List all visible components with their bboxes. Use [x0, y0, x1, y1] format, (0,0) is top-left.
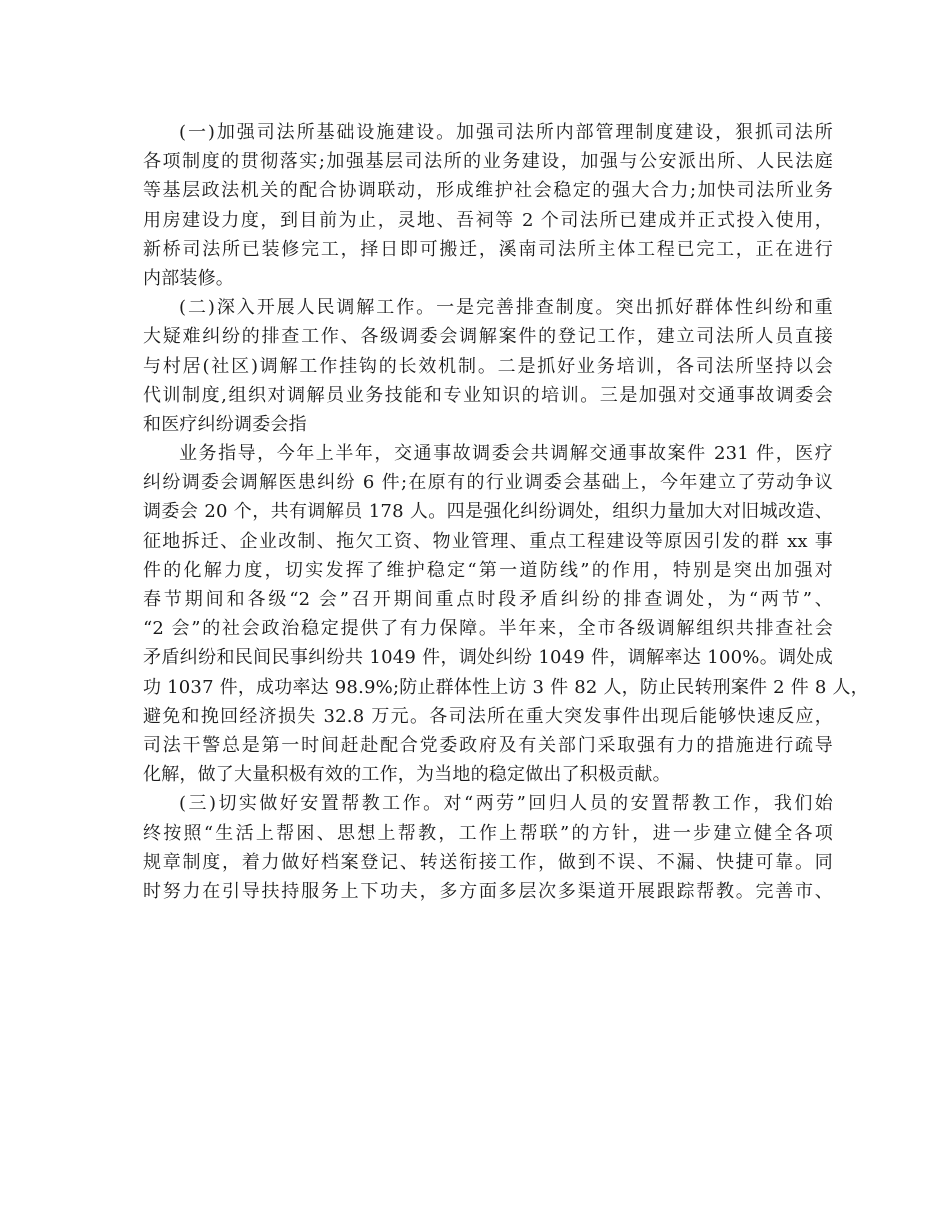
text-line: 代训制度,组织对调解员业务技能和专业知识的培训。三是加强对交通事故调委会: [143, 384, 833, 406]
text-line: 与村居(社区)调解工作挂钩的长效机制。二是抓好业务培训，各司法所坚持以会: [143, 355, 833, 377]
text-line: 和医疗纠纷调委会指: [143, 413, 307, 435]
document-body: [143, 118, 869, 906]
paragraph-guidance: [143, 439, 869, 789]
text-line: 内部装修。: [143, 267, 234, 289]
text-line: 征地拆迁、企业改制、拖欠工资、物业管理、重点工程建设等原因引发的群 xx 事: [143, 530, 833, 552]
paragraph-mediation: [143, 293, 833, 439]
text-line: 司法干警总是第一时间赶赴配合党委政府及有关部门采取强有力的措施进行疏导: [143, 734, 833, 756]
text-line: 避免和挽回经济损失 32.8 万元。各司法所在重大突发事件出现后能够快速反应，: [143, 705, 833, 727]
text-line: 新桥司法所已装修完工，择日即可搬迁，溪南司法所主体工程已完工，正在进行: [143, 238, 833, 260]
text-line: 功 1037 件，成功率达 98.9%;防止群体性上访 3 件 82 人，防止民转刑案件 2 件 8 人，: [143, 676, 869, 698]
text-line: (二)深入开展人民调解工作。一是完善排查制度。突出抓好群体性纠纷和重: [179, 297, 833, 319]
text-line: “2 会”的社会政治稳定提供了有力保障。半年来，全市各级调解组织共排查社会: [143, 618, 833, 640]
text-line: 调委会 20 个，共有调解员 178 人。四是强化纠纷调处，组织力量加大对旧城改造、: [143, 501, 833, 523]
text-line: 件的化解力度，切实发挥了维护稳定“第一道防线”的作用，特别是突出加强对: [143, 559, 833, 581]
text-line: 各项制度的贯彻落实;加强基层司法所的业务建设，加强与公安派出所、人民法庭: [143, 151, 833, 173]
text-line: 终按照“生活上帮困、思想上帮教，工作上帮联”的方针，进一步建立健全各项: [143, 822, 833, 844]
text-line: 等基层政法机关的配合协调联动，形成维护社会稳定的强大合力;加快司法所业务: [143, 180, 833, 202]
text-line: 大疑难纠纷的排查工作、各级调委会调解案件的登记工作，建立司法所人员直接: [143, 326, 833, 348]
text-line: 纠纷调委会调解医患纠纷 6 件;在原有的行业调委会基础上，今年建立了劳动争议: [143, 472, 833, 494]
text-line: 规章制度，着力做好档案登记、转送衔接工作，做到不误、不漏、快捷可靠。同: [143, 851, 833, 873]
text-line: (三)切实做好安置帮教工作。对“两劳”回归人员的安置帮教工作，我们始: [179, 793, 833, 815]
text-line: 矛盾纠纷和民间民事纠纷共 1049 件，调处纠纷 1049 件，调解率达 100%。调处成: [143, 647, 833, 669]
paragraph-infrastructure: [143, 118, 833, 293]
text-line: 用房建设力度，到目前为止，灵地、吾祠等 2 个司法所已建成并正式投入使用，: [143, 209, 833, 231]
text-line: 业务指导，今年上半年，交通事故调委会共调解交通事故案件 231 件，医疗: [179, 443, 833, 465]
text-line: 化解，做了大量积极有效的工作，为当地的稳定做出了积极贡献。: [143, 764, 671, 786]
text-line: (一)加强司法所基础设施建设。加强司法所内部管理制度建设，狠抓司法所: [179, 122, 833, 143]
text-line: 春节期间和各级“2 会”召开期间重点时段矛盾纠纷的排查调处，为“两节”、: [143, 589, 833, 610]
text-line: 时努力在引导扶持服务上下功夫，多方面多层次多渠道开展跟踪帮教。完善市、: [143, 880, 833, 902]
paragraph-resettlement: [143, 789, 833, 906]
